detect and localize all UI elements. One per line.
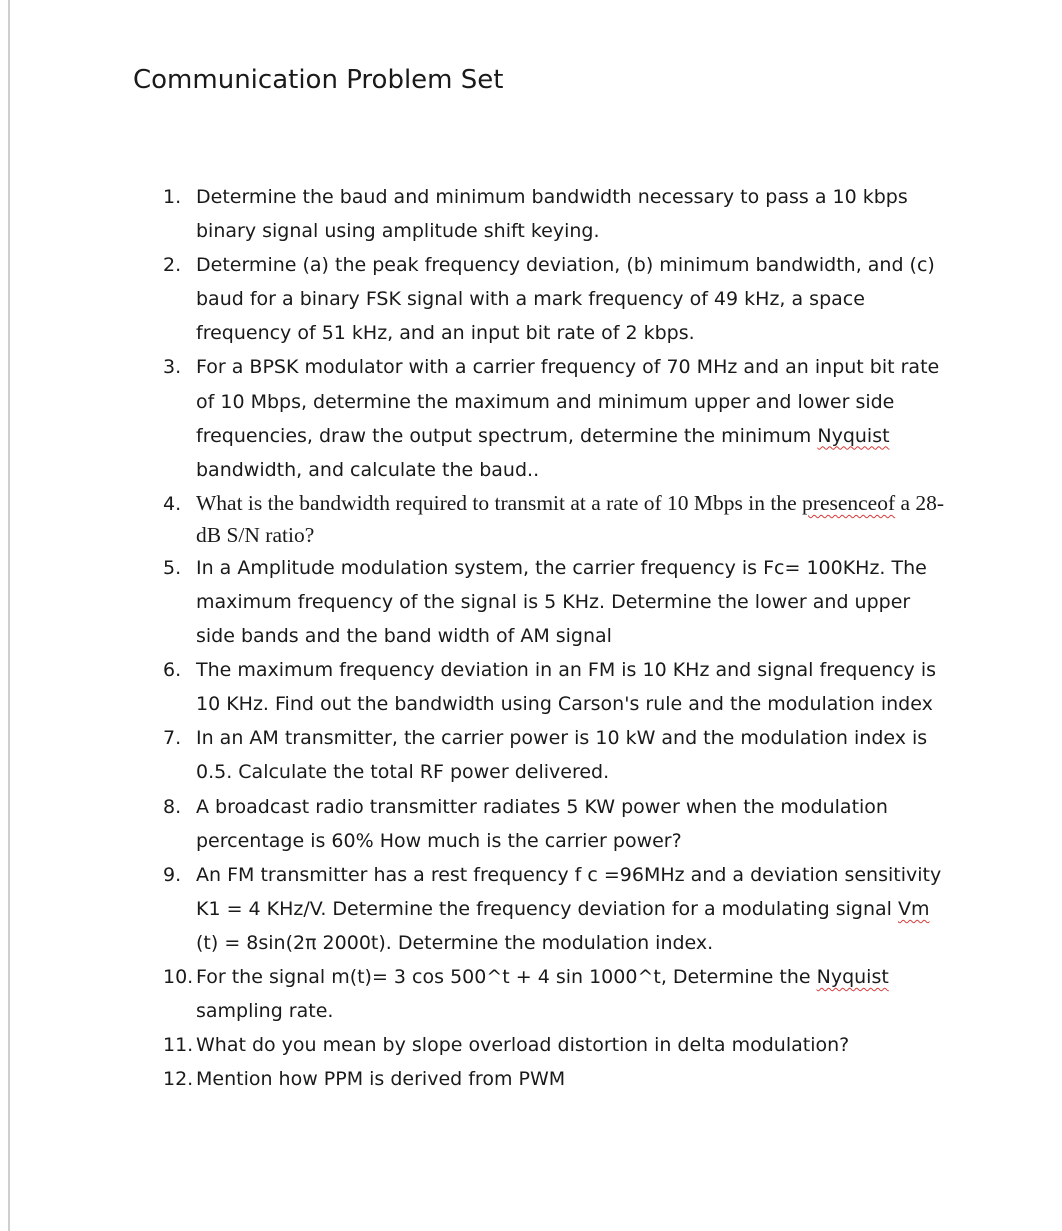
problem-item xyxy=(163,1028,953,1062)
problem-text: Determine (a) the peak frequency deviation, (b) minimum bandwidth, and (c) baud for a binary FSK signal with a mark frequency of 49 kHz, a space frequency of 51 kHz, and an input bit rate of 2 kbps. xyxy=(196,254,935,345)
problem-text: What do you mean by slope overload distortion in delta modulation? xyxy=(196,1034,850,1057)
problem-item xyxy=(163,248,953,350)
page-left-border xyxy=(8,0,10,1231)
problem-item xyxy=(163,721,953,789)
problem-text: An FM transmitter has a rest frequency f c =96MHz and a deviation sensitivity K1 = 4 KHz/V. Determine the frequency deviation for a modulating signal xyxy=(196,863,942,920)
problem-item xyxy=(163,960,953,1028)
problem-list xyxy=(163,180,953,1096)
problem-number: 1. xyxy=(163,186,182,208)
problem-text: bandwidth, and calculate the baud.. xyxy=(196,458,540,481)
problem-item xyxy=(163,858,953,960)
problem-item xyxy=(163,1062,953,1096)
problem-text: For a BPSK modulator with a carrier frequency of 70 MHz and an input bit rate of 10 Mbps, determine the maximum and minimum upper and lower side frequencies, draw the output spectrum, determine the minimum xyxy=(196,356,940,447)
problem-number: 3. xyxy=(163,356,182,379)
problem-number: 7. xyxy=(163,727,182,750)
problem-item xyxy=(163,790,953,858)
spellcheck-flagged-word: Nyquist xyxy=(816,965,889,988)
problem-text: Mention how PPM is derived from PWM xyxy=(196,1068,566,1091)
problem-text: (t) = 8sin(2π 2000t). Determine the modulation index. xyxy=(196,931,714,954)
problem-number: 4. xyxy=(163,492,182,515)
problem-item xyxy=(163,180,953,248)
problem-text: In a Amplitude modulation system, the carrier frequency is Fc= 100KHz. The maximum frequency of the signal is 5 KHz. Determine the lower and upper side bands and the band width of AM signal xyxy=(196,556,927,648)
problem-item xyxy=(163,350,953,486)
problem-number: 2. xyxy=(163,254,182,277)
problem-number: 8. xyxy=(163,795,182,818)
problem-number: 9. xyxy=(163,863,182,886)
problem-text: A broadcast radio transmitter radiates 5 KW power when the modulation percentage is 60% How much is the carrier power? xyxy=(196,795,888,852)
problem-number: 5. xyxy=(163,556,182,579)
problem-number: 10. xyxy=(163,965,194,988)
problem-text: a 28-dB S/N ratio? xyxy=(196,490,945,547)
problem-text: What is the bandwidth required to transmit at a rate of 10 Mbps in the xyxy=(196,490,803,515)
document-title: Communication Problem Set xyxy=(133,65,504,95)
spellcheck-flagged-word: Nyquist xyxy=(817,424,890,447)
problem-number: 6. xyxy=(163,659,182,682)
problem-text: Determine the baud and minimum bandwidth necessary to pass a 10 kbps binary signal using amplitude shift keying. xyxy=(196,186,908,243)
problem-item xyxy=(163,653,953,721)
problem-number: 12. xyxy=(163,1068,194,1091)
problem-text: In an AM transmitter, the carrier power is 10 kW and the modulation index is 0.5. Calculate the total RF power delivered. xyxy=(196,727,928,784)
problem-text: sampling rate. xyxy=(196,1000,334,1023)
spellcheck-flagged-word: Vm xyxy=(897,897,930,920)
spellcheck-flagged-word: presenceof xyxy=(802,490,896,515)
problem-text: For the signal m(t)= 3 cos 500^t + 4 sin 1000^t, Determine the xyxy=(196,965,817,988)
problem-number: 11. xyxy=(163,1034,194,1057)
problem-item xyxy=(163,551,953,653)
problem-text: The maximum frequency deviation in an FM is 10 KHz and signal frequency is 10 KHz. Find out the bandwidth using Carson's rule and the modulation index xyxy=(196,659,937,716)
problem-item xyxy=(163,487,953,551)
